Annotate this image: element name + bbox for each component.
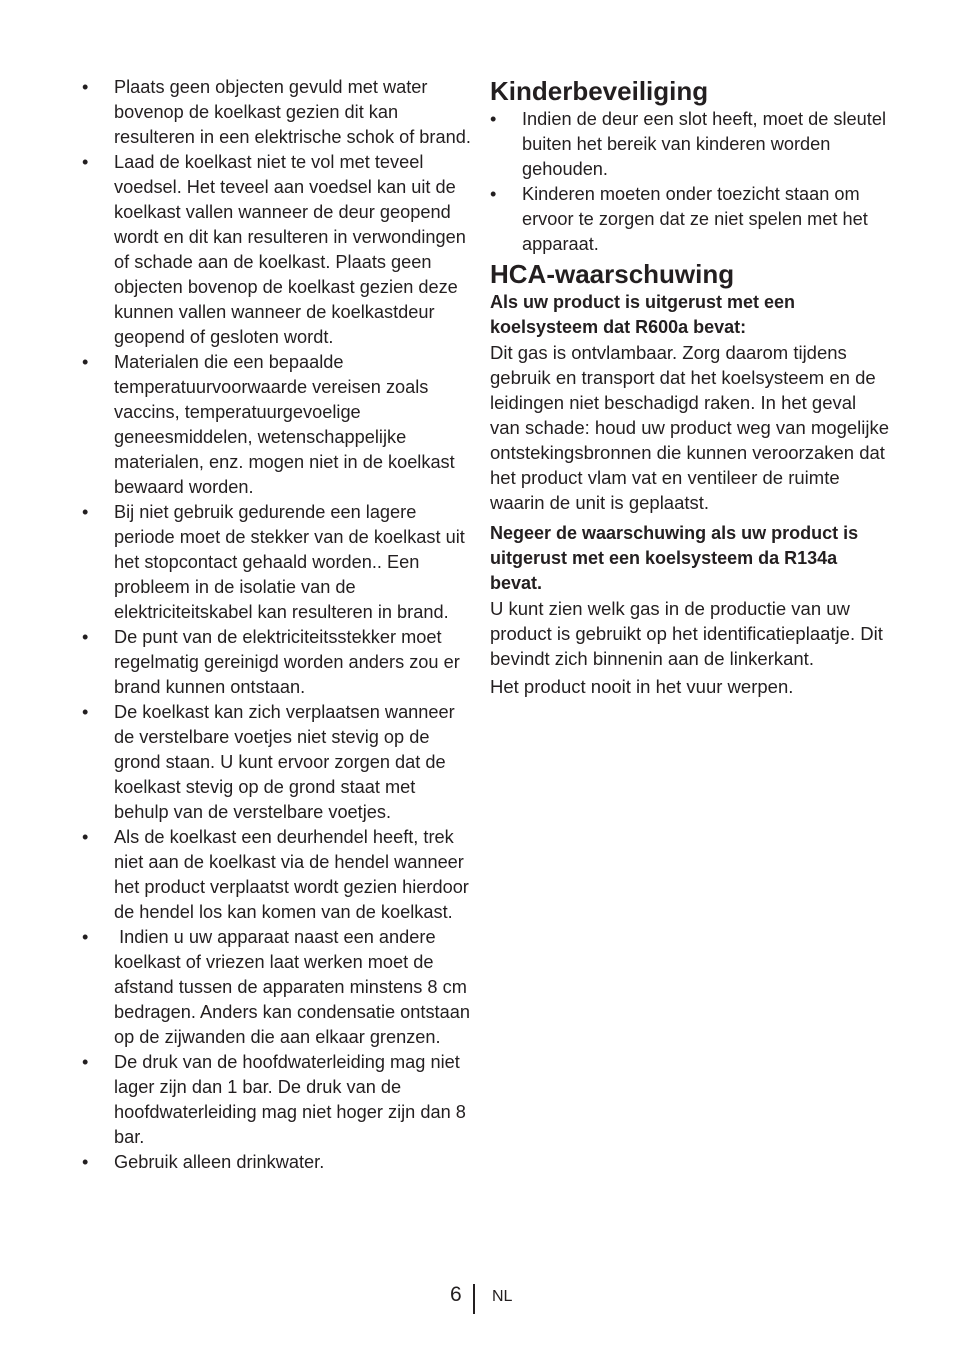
list-item bbox=[82, 500, 472, 625]
right-column bbox=[490, 75, 890, 699]
list-item bbox=[82, 625, 472, 700]
list-item-text: Indien u uw apparaat naast een andere koelkast of vriezen laat werken moet de afstand tussen de apparaten minstens 8 cm bedragen. Anders kan condensatie ontstaan op de zijwanden die aan elkaar grenzen. bbox=[114, 927, 475, 1047]
bullet: • bbox=[82, 152, 89, 172]
bullet: • bbox=[82, 702, 89, 722]
list-item bbox=[490, 107, 890, 182]
list-item-text: Kinderen moeten onder toezicht staan om ervoor te zorgen dat ze niet spelen met het apparaat. bbox=[522, 184, 868, 254]
list-item bbox=[82, 150, 472, 350]
page-footer bbox=[0, 1282, 954, 1314]
list-item-text: De punt van de elektriciteitsstekker moet regelmatig gereinigd worden anders zou er brand kunnen ontstaan. bbox=[114, 627, 460, 697]
r600a-paragraph: Dit gas is ontvlambaar. Zorg daarom tijdens gebruik en transport dat het koelsysteem en de leidingen niet beschadigd raken. In het geval van schade: houd uw product weg van mogelijke ontstekingsbronnen die kunnen veroorzaken dat het product vlam vat en ventileer de ruimte waarin de unit is geplaatst. bbox=[490, 342, 890, 513]
bullet: • bbox=[82, 77, 89, 97]
list-item-text: Bij niet gebruik gedurende een lagere periode moet de stekker van de koelkast uit het stopcontact gehaald worden.. Een probleem in de isolatie van de elektriciteitskabel kan resulteren in brand. bbox=[114, 502, 465, 622]
list-item-text: Gebruik alleen drinkwater. bbox=[114, 1152, 325, 1172]
list-item bbox=[82, 925, 475, 1050]
bullet: • bbox=[490, 109, 497, 129]
list-item-text: Laad de koelkast niet te vol met teveel voedsel. Het teveel aan voedsel kan uit de koelkast vallen wanneer de deur geopend wordt en dit kan resulteren in verwondingen of schade aan de koelkast. Plaats geen objecten bovenop de koelkast gezien deze kunnen vallen wanneer de koelkastdeur geopend of gesloten wordt. bbox=[114, 152, 466, 347]
list-item-text: Plaats geen objecten gevuld met water bovenop de koelkast gezien dit kan resulteren in een elektrische schok of brand. bbox=[114, 77, 471, 147]
bullet: • bbox=[82, 827, 89, 847]
hca-warning-heading: HCA-waarschuwing bbox=[490, 259, 735, 289]
r134a-paragraph: U kunt zien welk gas in de productie van uw product is gebruikt op het identificatieplaatje. Dit bevindt zich binnenin aan de linkerkant. bbox=[490, 598, 883, 669]
list-item-text: Als de koelkast een deurhendel heeft, trek niet aan de koelkast via de hendel wanneer het product verplaatst wordt gezien hierdoor de hendel los kan komen van de koelkast. bbox=[114, 827, 469, 922]
list-item-text: Indien de deur een slot heeft, moet de sleutel buiten het bereik van kinderen worden gehouden. bbox=[522, 109, 886, 179]
bullet: • bbox=[82, 627, 89, 647]
list-item bbox=[82, 1050, 472, 1150]
list-item bbox=[490, 182, 890, 257]
fire-warning-paragraph: Het product nooit in het vuur werpen. bbox=[490, 676, 794, 697]
bullet: • bbox=[82, 1152, 89, 1172]
bullet: • bbox=[82, 927, 89, 947]
list-item-text: De druk van de hoofdwaterleiding mag niet lager zijn dan 1 bar. De druk van de hoofdwaterleiding mag niet hoger zijn dan 8 bar. bbox=[114, 1052, 466, 1147]
list-item bbox=[82, 1150, 472, 1175]
bullet: • bbox=[82, 502, 89, 522]
r134a-subheading: Negeer de waarschuwing als uw product is uitgerust met een koelsysteem da R134a bevat. bbox=[490, 523, 859, 593]
footer-divider bbox=[473, 1284, 475, 1314]
list-item bbox=[82, 700, 472, 825]
bullet: • bbox=[82, 352, 89, 372]
safety-list bbox=[82, 75, 475, 1175]
list-item bbox=[82, 825, 472, 925]
list-item bbox=[82, 75, 472, 150]
bullet: • bbox=[82, 1052, 89, 1072]
list-item-text: De koelkast kan zich verplaatsen wanneer de verstelbare voetjes niet stevig op de grond staan. U kunt ervoor zorgen dat de koelkast stevig op de grond staat met behulp van de verstelbare voetjes. bbox=[114, 702, 455, 822]
child-safety-heading: Kinderbeveiliging bbox=[490, 76, 709, 106]
page-number: 6 bbox=[450, 1283, 462, 1306]
language-code: NL bbox=[492, 1288, 513, 1305]
child-safety-list bbox=[490, 107, 890, 257]
bullet: • bbox=[490, 184, 497, 204]
list-item-text: Materialen die een bepaalde temperatuurvoorwaarde vereisen zoals vaccins, temperatuurgevoelige geneesmiddelen, wetenschappelijke materialen, enz. mogen niet in de koelkast bewaard worden. bbox=[114, 352, 455, 497]
r600a-subheading: Als uw product is uitgerust met een koelsysteem dat R600a bevat: bbox=[490, 292, 796, 337]
list-item bbox=[82, 350, 472, 500]
left-column bbox=[82, 75, 475, 1175]
